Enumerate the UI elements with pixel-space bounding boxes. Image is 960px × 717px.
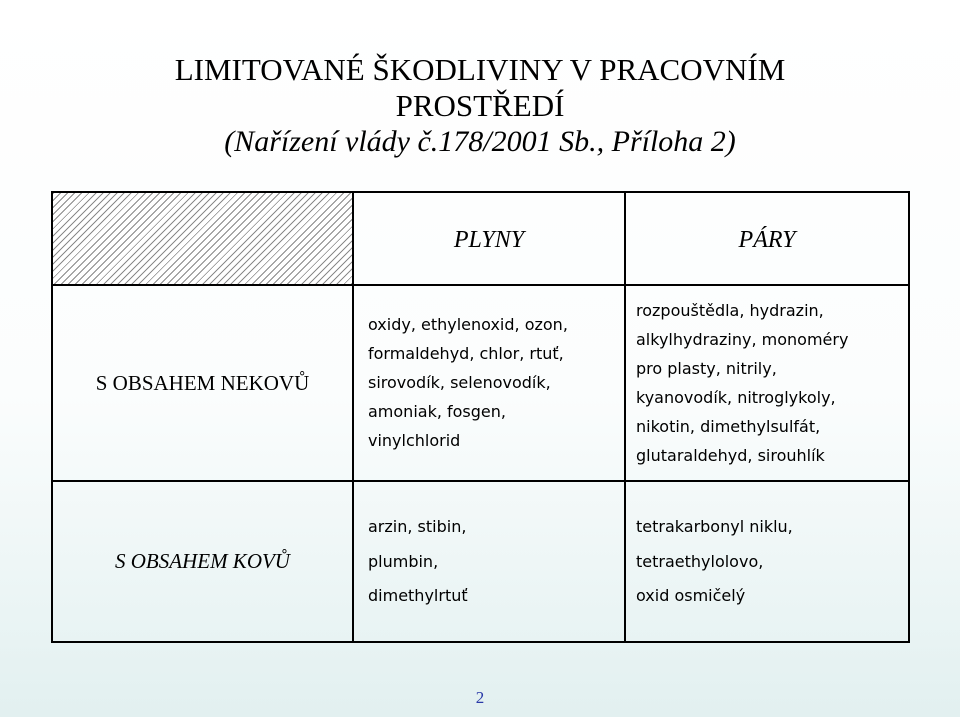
list-item: plumbin,: [368, 551, 439, 571]
metal-vapors-cell: [626, 482, 908, 641]
list-item: amoniak, fosgen,: [368, 402, 506, 421]
list-item: rozpouštědla, hydrazin,: [636, 301, 824, 320]
page-number: 2: [475, 688, 485, 707]
substances-table: [51, 191, 910, 643]
list-item: vinylchlorid: [368, 431, 461, 450]
row-header-metals: S OBSAHEM KOVŮ: [53, 482, 354, 641]
list-item: nikotin, dimethylsulfát,: [636, 417, 821, 436]
list-item: dimethylrtuť: [368, 586, 468, 605]
list-item: pro plasty, nitrily,: [636, 359, 777, 378]
list-item: tetrakarbonyl niklu,: [636, 517, 793, 536]
nonmetal-vapors-cell: [626, 286, 908, 482]
column-header-gases: PLYNY: [354, 193, 626, 286]
list-item: kyanovodík, nitroglykoly,: [636, 388, 836, 407]
metal-gases-cell: [354, 482, 626, 641]
list-item: tetraethylolovo,: [636, 551, 764, 571]
list-item: glutaraldehyd, sirouhlík: [636, 446, 825, 465]
title-line-1: LIMITOVANÉ ŠKODLIVINY V PRACOVNÍM: [174, 52, 786, 87]
list-item: sirovodík, selenovodík,: [368, 373, 551, 392]
list-item: formaldehyd, chlor, rtuť,: [368, 344, 564, 363]
metal-gases-list: [354, 482, 624, 614]
title-subtitle: (Nařízení vlády č.178/2001 Sb., Příloha 2): [224, 125, 736, 158]
list-item: alkylhydraziny, monoméry: [636, 330, 849, 349]
row-header-nonmetals: S OBSAHEM NEKOVŮ: [53, 286, 354, 482]
metal-vapors-list: [626, 482, 908, 614]
nonmetal-vapors-list: [626, 286, 908, 470]
column-header-vapors: PÁRY: [626, 193, 908, 286]
table-corner-hatched-cell: [53, 193, 354, 286]
slide-title: [0, 52, 960, 160]
title-line-2: PROSTŘEDÍ: [395, 88, 565, 123]
nonmetal-gases-list: [354, 286, 624, 455]
list-item: oxidy, ethylenoxid, ozon,: [368, 315, 568, 334]
list-item: oxid osmičelý: [636, 586, 746, 605]
nonmetal-gases-cell: [354, 286, 626, 482]
list-item: arzin, stibin,: [368, 517, 467, 536]
